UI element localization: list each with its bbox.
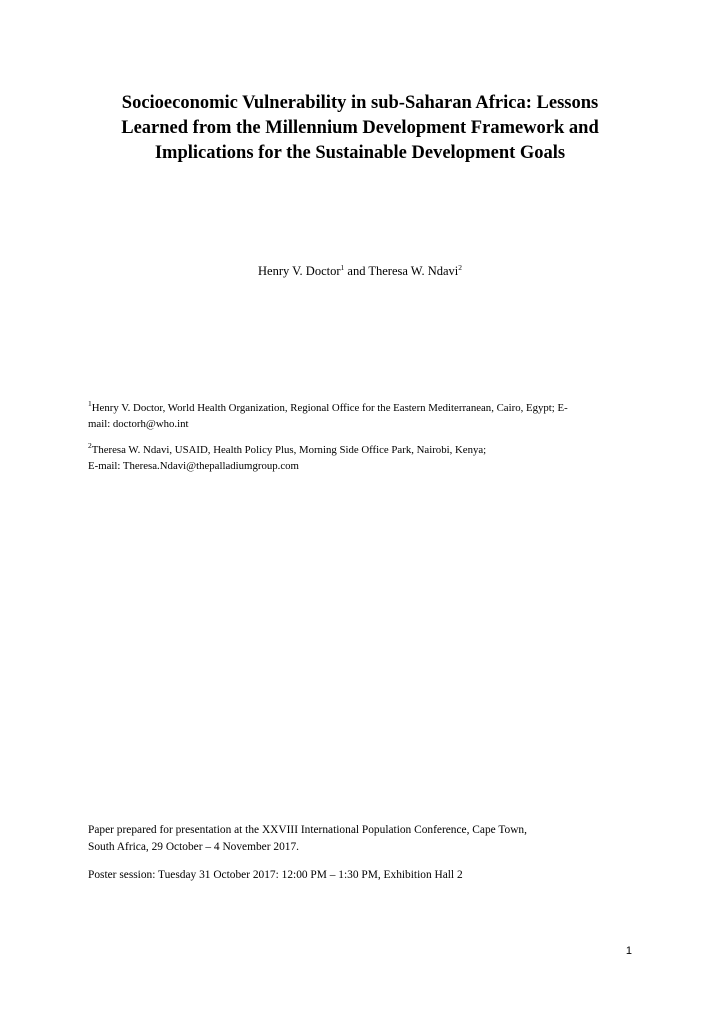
author-superscript: 1 <box>340 263 345 272</box>
affiliation-text: Henry V. Doctor, World Health Organization, Regional Office for the Eastern Mediterranean, Cairo, Egypt; E- <box>91 402 568 414</box>
presentation-line: South Africa, 29 October – 4 November 2017. <box>88 840 299 853</box>
author-name: Henry V. Doctor <box>258 264 341 278</box>
author-name: Theresa W. Ndavi <box>368 264 459 278</box>
affiliation-2 <box>88 443 636 474</box>
poster-session-text: Poster session: Tuesday 31 October 2017: 12:00 PM – 1:30 PM, Exhibition Hall 2 <box>88 869 463 881</box>
affiliation-line: E-mail: Theresa.Ndavi@thepalladiumgroup.com <box>88 459 299 472</box>
paper-title <box>88 91 632 166</box>
author-line <box>88 263 632 279</box>
page-number: 1 <box>625 945 632 957</box>
poster-session-note <box>88 867 636 884</box>
affiliation-line <box>88 401 636 417</box>
affiliation-marker: 2 <box>88 441 92 450</box>
title-line: Learned from the Millennium Development Framework and <box>121 118 599 138</box>
affiliation-marker: 1 <box>88 399 92 408</box>
presentation-note <box>88 822 636 855</box>
affiliation-1 <box>88 401 636 432</box>
author-superscript: 2 <box>458 263 462 272</box>
author-joiner: and <box>344 264 369 278</box>
title-line: Implications for the Sustainable Development Goals <box>154 143 566 163</box>
affiliation-text: Theresa W. Ndavi, USAID, Health Policy Plus, Morning Side Office Park, Nairobi, Kenya; <box>91 444 487 456</box>
affiliation-line <box>88 443 636 459</box>
affiliation-line: mail: doctorh@who.int <box>88 417 189 430</box>
title-line: Socioeconomic Vulnerability in sub-Saharan Africa: Lessons <box>121 93 599 113</box>
presentation-line: Paper prepared for presentation at the XXVIII International Population Conference, Cape Town, <box>88 824 527 836</box>
